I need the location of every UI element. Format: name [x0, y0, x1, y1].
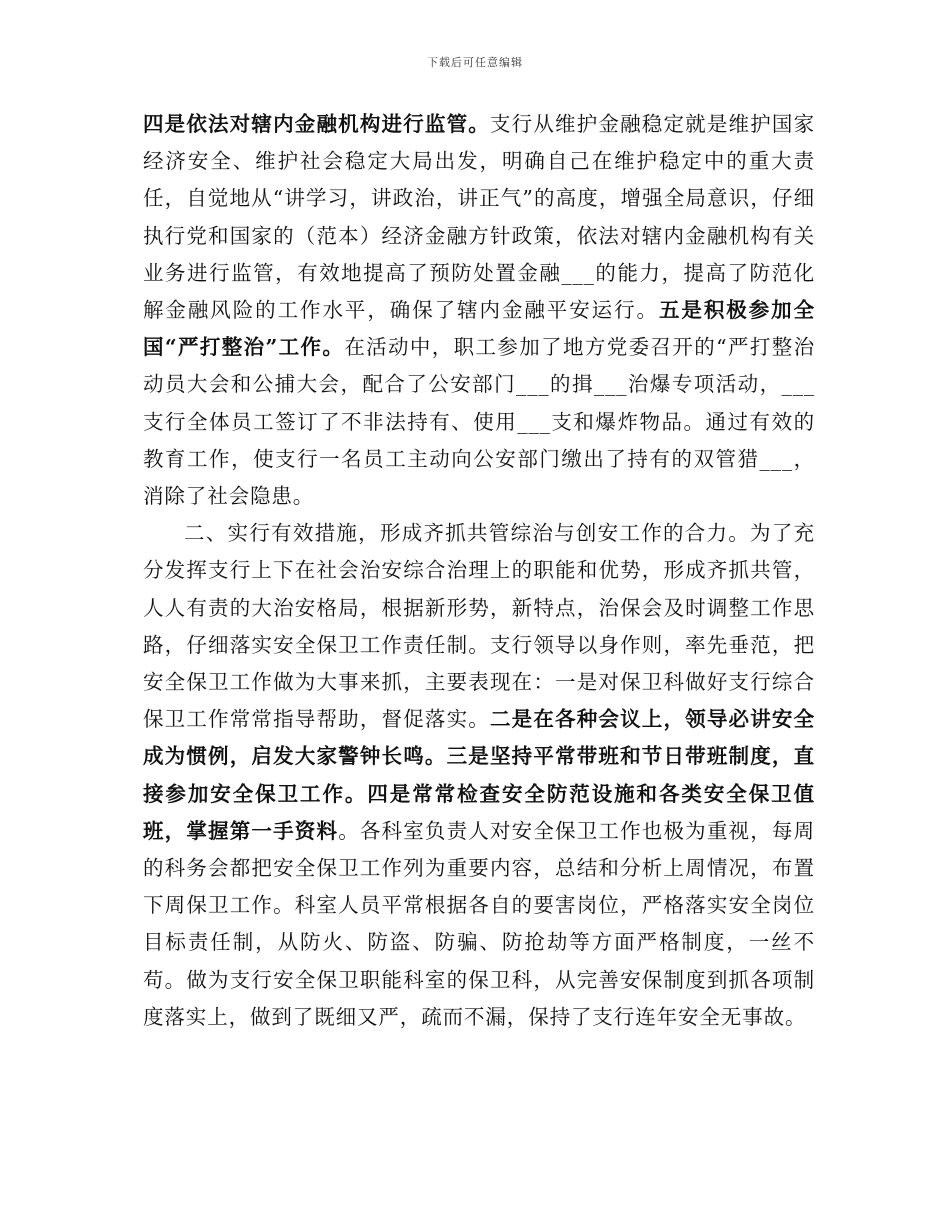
paragraph-text: 。各科室负责人对安全保卫工作也极为重视，每周的科务会都把安全保卫工作列为重要内容，总结和分析上周情况，布置下周保卫工作。科室人员平常根据各自的要害岗位，严格落实安全岗位目标责任制，从防火、防盗、防骗、防抢劫等方面严格制度，一丝不苟。做为支行安全保卫职能科室的保卫科，从完善安保制度到抓各项制度落实上，做到了既细又严，疏而不漏，保持了支行连年安全无事故。: [143, 818, 815, 1029]
paragraph-supervision: [143, 106, 815, 515]
paragraph-text: 支行从维护金融稳定就是维护国家经济安全、维护社会稳定大局出发，明确自己在维护稳定中的重大责任，自觉地从“讲学习，讲政治，讲正气”的高度，增强全局意识，仔细执行党和国家的（范本）经济金融方针政策，依法对辖内金融机构有关业务进行监管，有效地提高了预防处置金融___的能力，提高了防范化解金融风险的工作水平，确保了辖内金融平安运行。: [143, 112, 815, 323]
paragraph-text: 在活动中，职工参加了地方党委召开的“严打整治动员大会和公捕大会，配合了公安部门___的揖___治爆专项活动，___支行全体员工签订了不非法持有、使用___支和爆炸物品。通过有效的教育工作，使支行一名员工主动向公安部门缴出了持有的双管猎___，消除了社会隐患。: [143, 335, 815, 509]
bold-heading-4: 四是依法对辖内金融机构进行监管。: [143, 112, 490, 136]
paragraph-measures: [143, 515, 815, 1036]
bold-list-items: 二是在各种会议上，领导必讲安全成为惯例，启发大家警钟长鸣。三是坚持平常带班和节日带班制度，直接参加安全保卫工作。四是常常检查安全防范设施和各类安全保卫值班，掌握第一手资料: [143, 707, 815, 843]
document-body: [143, 106, 815, 1036]
bold-heading-5: 五是积极参加全国“严打整治”工作。: [143, 298, 815, 360]
page-header: 下载后可任意编辑: [427, 56, 523, 69]
paragraph-text: 二、实行有效措施，形成齐抓共管综治与创安工作的合力。为了充分发挥支行上下在社会治安综合治理上的职能和优势，形成齐抓共管，人人有责的大治安格局，根据新形势，新特点，治保会及时调整工作思路，仔细落实安全保卫工作责任制。支行领导以身作则，率先垂范，把安全保卫工作做为大事来抓，主要表现在：一是对保卫科做好支行综合保卫工作常常指导帮助，督促落实。: [143, 521, 815, 732]
